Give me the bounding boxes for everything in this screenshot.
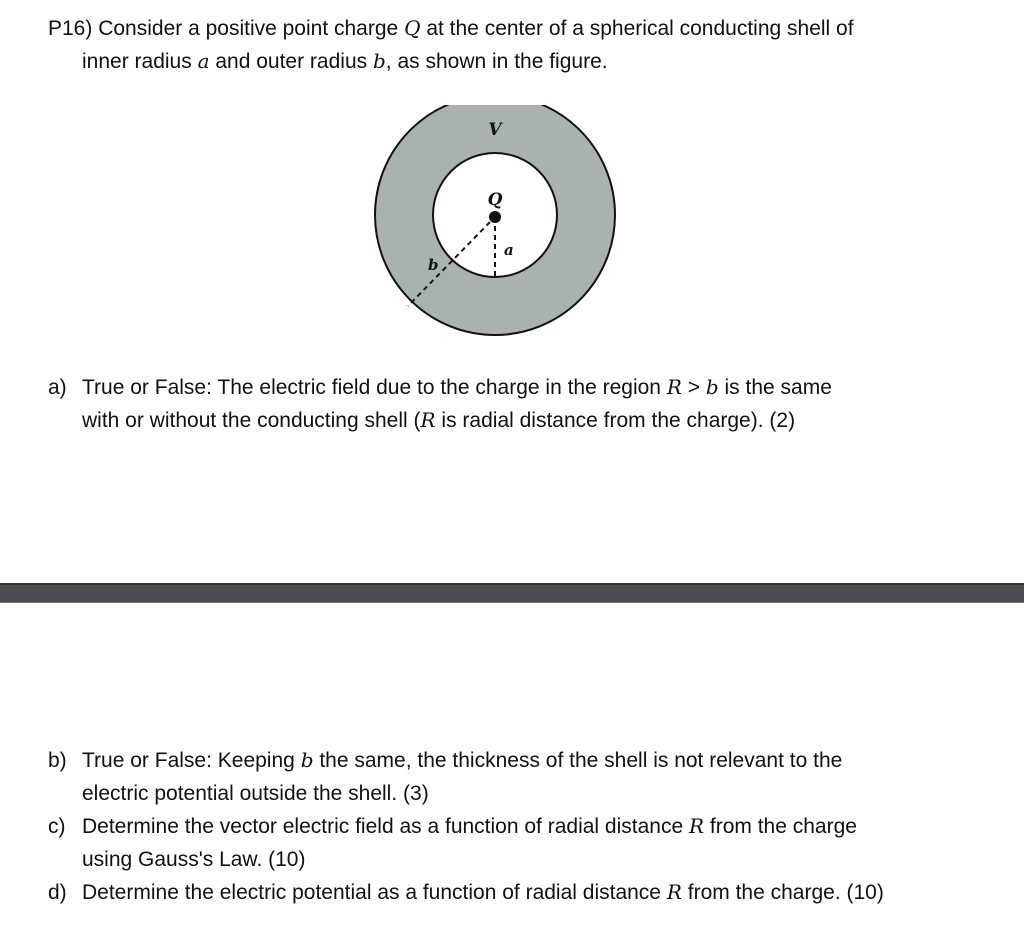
question-text-part: using Gauss's Law. (10): [82, 848, 306, 871]
question-text-part: is the same: [724, 376, 832, 399]
spherical-shell-figure: [370, 105, 620, 345]
question-text-part: from the charge: [709, 815, 857, 838]
question-label: a): [48, 376, 67, 399]
problem-text: and outer radius: [215, 50, 368, 73]
question-c: [48, 810, 988, 876]
question-text-part: with or without the conducting shell (: [82, 409, 421, 432]
var-R: R: [666, 880, 682, 904]
question-d: [48, 876, 988, 909]
var-R: R: [688, 814, 705, 838]
question-label: d): [48, 881, 67, 904]
label-Q: Q: [487, 190, 503, 210]
operator-gt: >: [687, 376, 701, 399]
section-divider: [0, 583, 1024, 603]
question-a: [48, 371, 988, 437]
label-b: b: [428, 256, 439, 274]
var-Q: Q: [404, 16, 421, 40]
var-a: a: [197, 49, 210, 73]
question-text: [82, 810, 988, 876]
question-label: c): [48, 815, 66, 838]
question-text-part: is radial distance from the charge). (2): [441, 409, 796, 432]
question-text: [82, 876, 988, 909]
var-b: b: [372, 49, 386, 73]
problem-line-2: [48, 45, 988, 78]
label-a: a: [504, 241, 514, 259]
problem-statement: [48, 12, 988, 78]
var-R: R: [420, 408, 436, 432]
question-text-part: electric potential outside the shell. (3): [82, 782, 429, 805]
question-a-row: [48, 371, 988, 437]
problem-text: at the center of a spherical conducting shell of: [426, 17, 854, 40]
question-label: b): [48, 749, 67, 772]
question-text-part: True or False: The electric field due to the charge in the region: [82, 376, 661, 399]
label-V: V: [488, 120, 502, 140]
question-b: [48, 744, 988, 810]
problem-text: , as shown in the figure.: [385, 50, 608, 73]
question-text-part: Determine the vector electric field as a function of radial distance: [82, 815, 684, 838]
question-text: [82, 371, 988, 437]
var-R: R: [666, 375, 682, 399]
var-b: b: [705, 375, 719, 399]
problem-text: Consider a positive point charge: [98, 17, 399, 40]
question-text-part: the same, the thickness of the shell is not relevant to the: [319, 749, 843, 772]
problem-text: inner radius: [82, 50, 192, 73]
question-text: [82, 744, 988, 810]
questions-b-to-d: [48, 744, 988, 909]
problem-number: P16): [48, 17, 93, 40]
question-text-part: from the charge. (10): [687, 881, 884, 904]
question-text-part: Determine the electric potential as a function of radial distance: [82, 881, 661, 904]
question-text-part: True or False: Keeping: [82, 749, 295, 772]
var-b: b: [300, 748, 314, 772]
point-charge-dot: [489, 211, 501, 223]
